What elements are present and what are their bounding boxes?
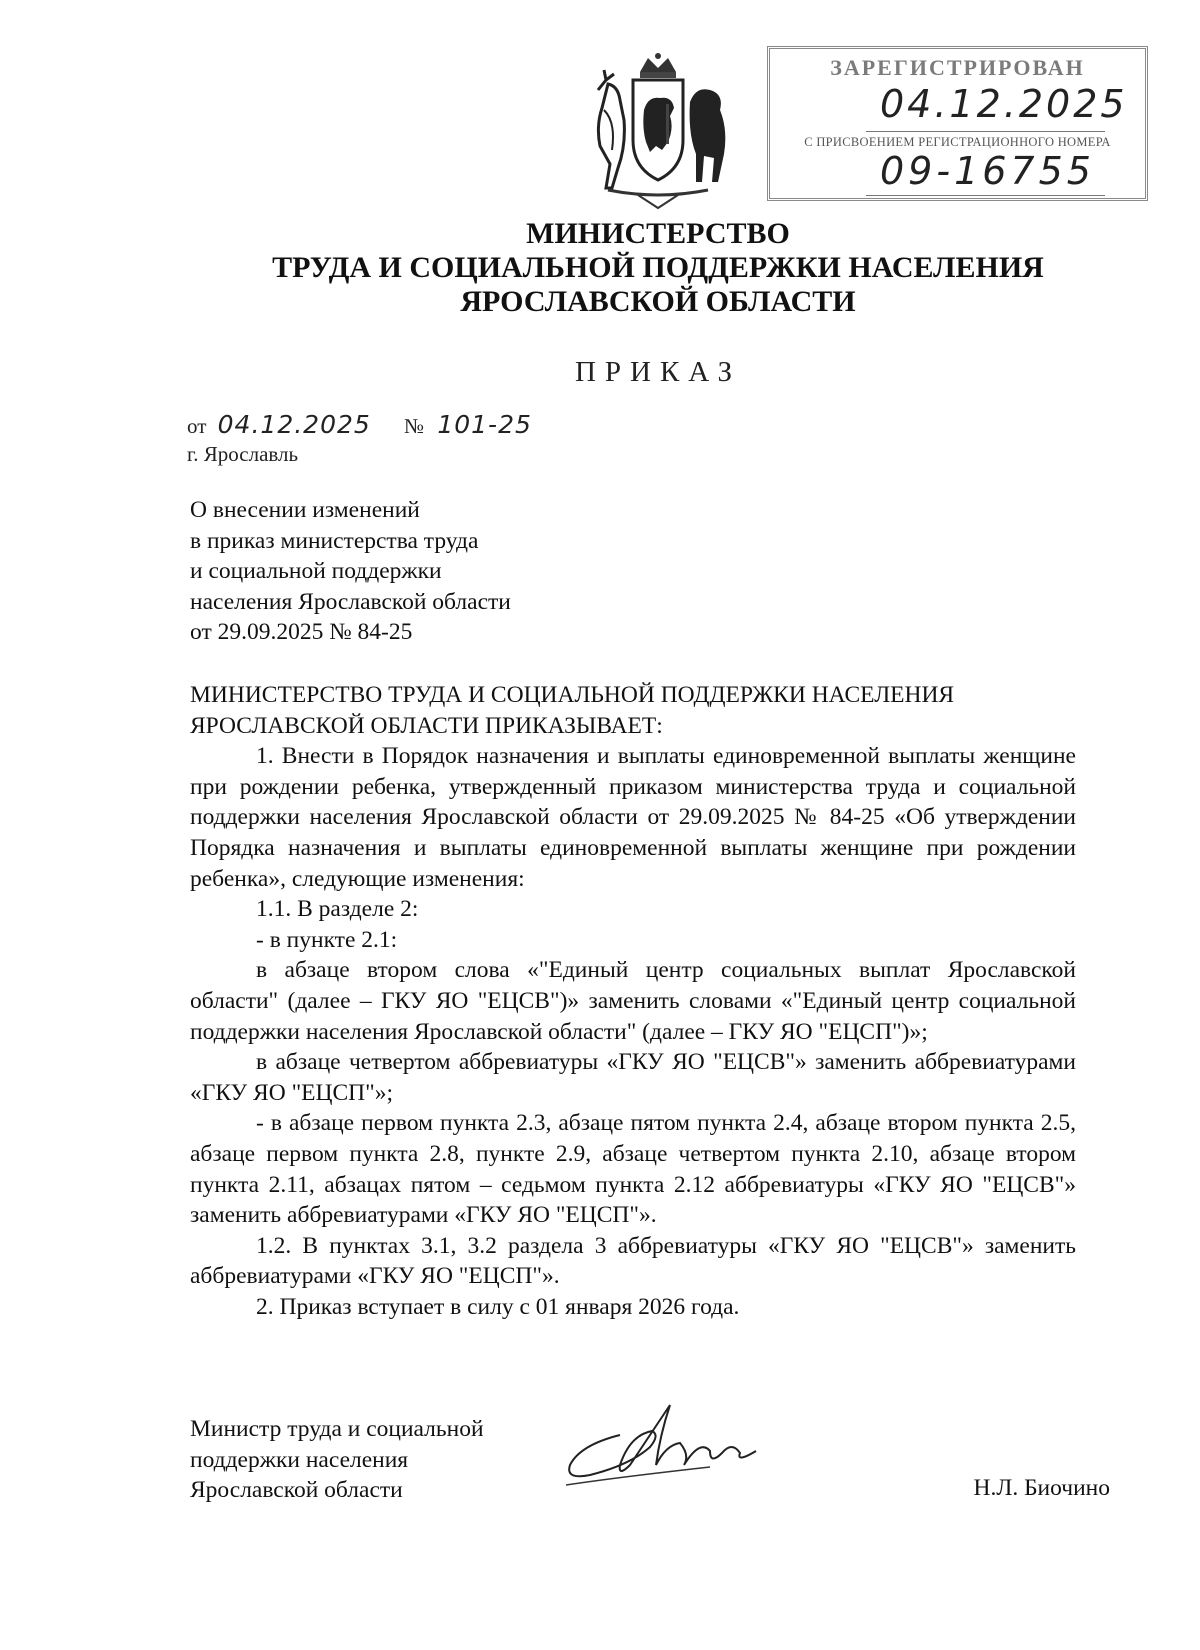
subject-line: О внесении изменений [190,497,420,523]
signatory-position-line: Министр труда и социальной [190,1416,484,1442]
registration-stamp [767,46,1148,201]
subject-line: от 29.09.2025 № 84-25 [190,619,413,645]
stamp-divider [866,131,1105,132]
order-number-sign: № [404,414,425,438]
stamp-divider [866,195,1105,196]
ministry-title-line2: ТРУДА И СОЦИАЛЬНОЙ ПОДДЕРЖКИ НАСЕЛЕНИЯ [272,251,1044,284]
order-from-label: от [187,414,207,438]
paragraph-1-1: 1.1. В разделе 2: [256,896,419,923]
coat-of-arms-emblem [578,50,738,210]
paragraph-1-2: 1.2. В пунктах 3.1, 3.2 раздела 3 аббревиатуры «ГКУ ЯО "ЕЦСВ"» заменить аббревиатурами «ГКУ ЯО "ЕЦСП"». [190,1232,1076,1290]
signatory-position-line: Ярославской области [190,1477,403,1503]
subject-line: и социальной поддержки [190,558,442,584]
ministry-title-line3: ЯРОСЛАВСКОЙ ОБЛАСТИ [460,285,856,318]
order-date: 04.12.2025 [217,410,371,439]
stamp-reg-number: 09-16755 [880,149,1095,193]
paragraph-1-1-c: в абзаце четвертом аббревиатуры «ГКУ ЯО "ЕЦСВ"» заменить аббревиатурами «ГКУ ЯО "ЕЦСП"»; [190,1049,1076,1106]
document-type-title: ПРИКАЗ [574,356,742,388]
handwritten-signature [560,1395,785,1495]
ministry-title-line1: МИНИСТЕРСТВО [526,217,790,250]
order-city: г. Ярославль [187,442,299,466]
subject-line: населения Ярославской области [190,588,511,615]
stamp-title: ЗАРЕГИСТРИРОВАН [830,55,1085,80]
order-number: 101-25 [437,410,532,439]
signatory-position [190,1414,484,1506]
order-date-number [187,410,532,439]
paragraph-1-1-d: - в абзаце первом пункта 2.3, абзаце пятом пункта 2.4, абзаце втором пункта 2.5, абзаце первом пункта 2.8, пункте 2.9, абзаце четвертом пункта 2.10, абзаце втором пункта 2.11, абзацах пятом – седьмом пункта 2.12 аббревиатуры «ГКУ ЯО "ЕЦСВ"» заменить аббревиатурами «ГКУ ЯО "ЕЦСП"». [190,1110,1076,1229]
paragraph-1-1-b: в абзаце втором слова «"Единый центр социальных выплат Ярославской области" (далее – ГКУ ЯО "ЕЦСВ")» заменить словами «"Единый центр социальной поддержки населения Ярославской области" (далее – ГКУ ЯО "ЕЦСП")»; [190,957,1076,1045]
paragraph-1-1-a: - в пункте 2.1: [256,926,398,953]
order-opening: МИНИСТЕРСТВО ТРУДА И СОЦИАЛЬНОЙ ПОДДЕРЖКИ НАСЕЛЕНИЯ ЯРОСЛАВСКОЙ ОБЛАСТИ ПРИКАЗЫВАЕТ: [190,682,955,739]
signatory-position-line: поддержки населения [190,1446,409,1473]
signatory-name: Н.Л. Биочино [973,1475,1110,1501]
order-body [190,680,1076,1322]
paragraph-2: 2. Приказ вступает в силу с 01 января 2026 года. [256,1293,740,1320]
stamp-date: 04.12.2025 [880,82,1128,126]
stamp-subtitle: С ПРИСВОЕНИЕМ РЕГИСТРАЦИОННОГО НОМЕРА [804,135,1111,149]
paragraph-1: 1. Внести в Порядок назначения и выплаты единовременной выплаты женщине при рождении ребенка, утвержденный приказом министерства труда и социальной поддержки населения Ярославской области от 29.09.2025 № 84-25 «Об утверждении Порядка назначения и выплаты единовременной выплаты женщине при рождении ребенка», следующие изменения: [190,743,1076,892]
order-subject [190,495,511,648]
subject-line: в приказ министерства труда [190,527,479,554]
